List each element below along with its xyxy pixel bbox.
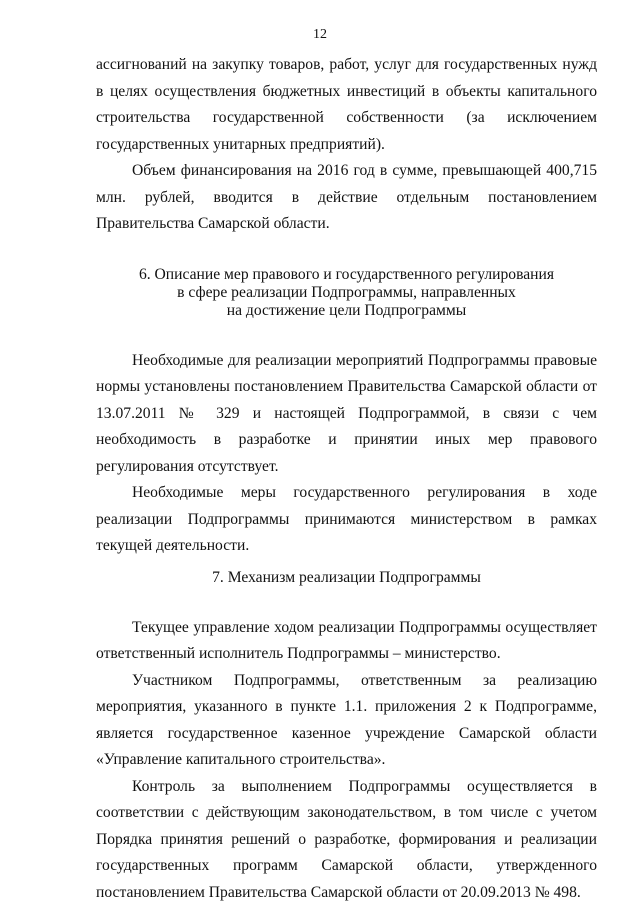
section-7-heading: 7. Механизм реализации Подпрограммы	[96, 569, 597, 587]
spacer	[96, 560, 597, 569]
page-number: 12	[0, 27, 640, 43]
section-6-heading-line-1: 6. Описание мер правового и государственного регулирования	[96, 266, 597, 284]
spacer	[96, 587, 597, 615]
paragraph-funding-2016: Объем финансирования на 2016 год в сумме, превышающей 400,715 млн. рублей, вводится в действие отдельным постановлением Правительства Самарской области.	[96, 158, 597, 238]
section-6-heading-line-3: на достижение цели Подпрограммы	[96, 302, 597, 320]
paragraph-current-management: Текущее управление ходом реализации Подпрограммы осуществляет ответственный исполнитель Подпрограммы – министерство.	[96, 615, 597, 668]
document-body	[96, 52, 597, 906]
paragraph-legal-regulation: Необходимые для реализации мероприятий Подпрограммы правовые нормы установлены постановлением Правительства Самарской области от 13.07.2011 № 329 и настоящей Подпрограммой, в связи с чем необходимость в разработке и принятии иных мер правового регулирования отсутствует.	[96, 348, 597, 481]
spacer	[96, 320, 597, 348]
section-6-heading-line-2: в сфере реализации Подпрограммы, направленных	[96, 284, 597, 302]
paragraph-participant: Участником Подпрограммы, ответственным за реализацию мероприятия, указанного в пункте 1.1. приложения 2 к Подпрограмме, является государственное казенное учреждение Самарской области «Управление капитального строительства».	[96, 668, 597, 774]
paragraph-state-regulation: Необходимые меры государственного регулирования в ходе реализации Подпрограммы принимаются министерством в рамках текущей деятельности.	[96, 480, 597, 560]
paragraph-appropriations-continued: ассигнований на закупку товаров, работ, услуг для государственных нужд в целях осуществления бюджетных инвестиций в объекты капитального строительства государственной собственности (за исключением государственных унитарных предприятий).	[96, 52, 597, 158]
section-6-heading	[96, 266, 597, 320]
spacer	[96, 238, 597, 266]
paragraph-control: Контроль за выполнением Подпрограммы осуществляется в соответствии с действующим законодательством, в том числе с учетом Порядка принятия решений о разработке, формирования и реализации государственных программ Самарской области, утвержденного постановлением Правительства Самарской области от 20.09.2013 № 498.	[96, 774, 597, 906]
